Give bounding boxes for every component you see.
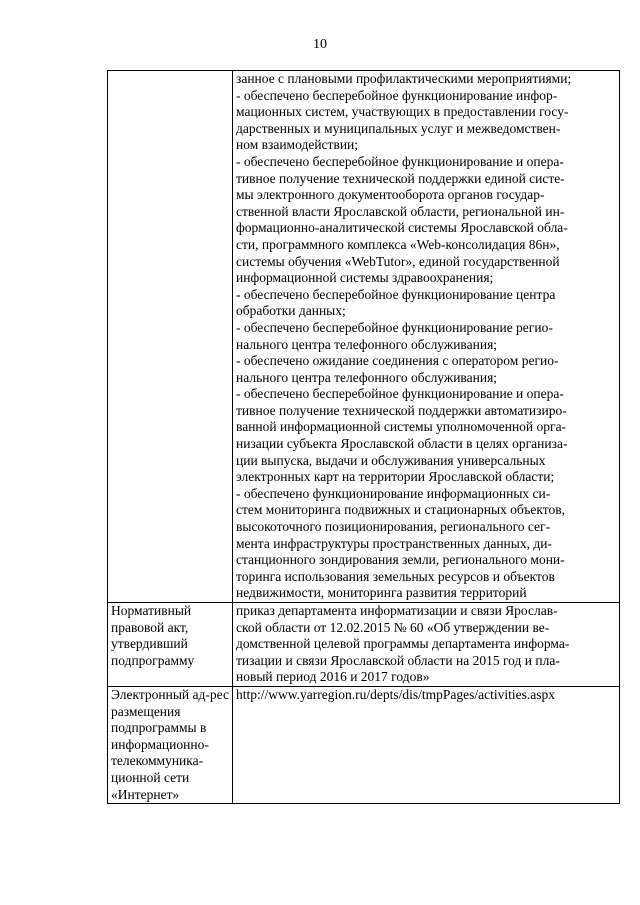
content-line: - обеспечено бесперебойное функционирование регио- (236, 319, 553, 335)
content-line: новый период 2016 и 2017 годов» (236, 669, 430, 685)
content-line: низации субъекта Ярославской области в целях организа- (236, 436, 568, 452)
content-line: - обеспечено бесперебойное функционирование и опера- (236, 153, 564, 169)
content-line: станционного зондирования земли, регионального мони- (236, 552, 565, 568)
content-line: нального центра телефонного обслуживания; (236, 336, 498, 352)
content-line: обработки данных; (236, 303, 346, 319)
row-label-cell (108, 686, 233, 803)
content-line: торинга использования земельных ресурсов и объектов (236, 568, 555, 584)
content-line: занное с плановыми профилактическими мероприятиями; (236, 71, 572, 86)
content-line: стем мониторинга подвижных и стационарных объектов, (236, 502, 566, 518)
content-line: ственной власти Ярославской области, региональной ин- (236, 203, 565, 219)
content-line: - обеспечено бесперебойное функционирование и опера- (236, 386, 564, 402)
content-line: нального центра телефонного обслуживания; (236, 369, 498, 385)
table-row (108, 686, 620, 803)
content-line: приказ департамента информатизации и связи Ярослав- (236, 603, 558, 618)
content-line: ном взаимодействии; (236, 137, 359, 153)
content-line: электронных карт на территории Ярославской области; (236, 469, 555, 485)
content-line: недвижимости, мониторинга развития территорий (236, 585, 527, 601)
row-content-cell (233, 71, 620, 603)
page-number: 10 (313, 37, 327, 52)
content-line: тизации и связи Ярославской области на 2015 год и пла- (236, 652, 560, 668)
content-line: мы электронного документооборота органов государ- (236, 187, 545, 203)
content-line: ции выпуска, выдачи и обслуживания универсальных (236, 452, 546, 468)
subprogram-passport-table (107, 70, 620, 804)
content-line: - обеспечено бесперебойное функционирование центра (236, 286, 556, 302)
table-body (108, 71, 620, 804)
content-line: тивное получение технической поддержки автоматизиро- (236, 402, 567, 418)
content-line: домственной целевой программы департамента информа- (236, 636, 570, 652)
content-line: высокоточного позиционирования, регионального сег- (236, 519, 551, 535)
content-line: - обеспечено бесперебойное функционирование инфор- (236, 87, 558, 103)
content-line: мационных систем, участвующих в предоставлении госу- (236, 104, 569, 120)
table-row (108, 71, 620, 603)
content-line: информационной системы здравоохранения; (236, 270, 494, 286)
content-line: - обеспечено ожидание соединения с оператором регио- (236, 353, 559, 369)
content-line: тивное получение технической поддержки единой систе- (236, 170, 565, 186)
content-line: дарственных и муниципальных услуг и межведомствен- (236, 120, 561, 136)
row-label: Электронный ад-рес размещения подпрограммы в информационно-телекоммуника-ционной сети «Интернет» (111, 686, 229, 802)
content-line: http://www.yarregion.ru/depts/dis/tmpPages/activities.aspx (236, 686, 555, 702)
content-line: - обеспечено функционирование информационных си- (236, 485, 551, 501)
row-label-cell (108, 71, 233, 603)
content-line: системы обучения «WebTutor», единой государственной (236, 253, 560, 269)
row-content-cell (233, 686, 620, 803)
content-line: формационно-аналитической системы Ярославской обла- (236, 220, 568, 236)
row-content-cell (233, 603, 620, 687)
content-line: ванной информационной системы уполномоченной орга- (236, 419, 567, 435)
content-line: ской области от 12.02.2015 № 60 «Об утверждении ве- (236, 619, 550, 635)
table-row (108, 603, 620, 687)
row-label-cell (108, 603, 233, 687)
content-line: мента инфраструктуры пространственных данных, ди- (236, 535, 552, 551)
content-line: сти, программного комплекса «Web-консолидация 86н», (236, 236, 560, 252)
row-label: Нормативный правовой акт, утвердивший подпрограмму (111, 603, 195, 668)
